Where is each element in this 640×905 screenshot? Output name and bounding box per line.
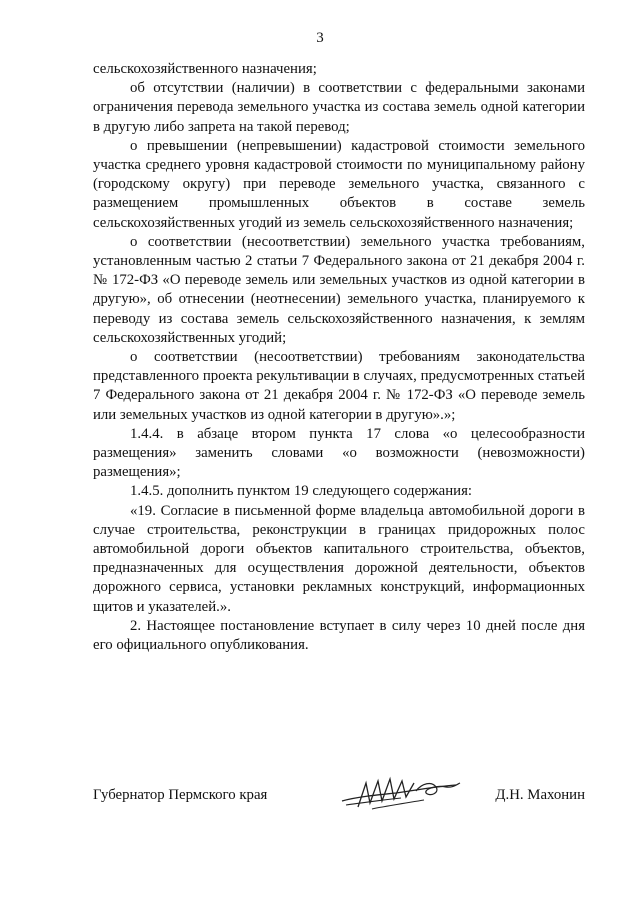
paragraph: о превышении (непревышении) кадастровой стоимости земельного участка среднего уровня кадастровой стоимости по муниципальному району (городскому округу) при переводе земельного участка, связанного с размещением промышленных объектов в составе земель сельскохозяйственных угодий из земель сельскохозяйственного назначения; [93, 137, 585, 231]
signatory-name: Д.Н. Махонин [495, 787, 585, 803]
paragraph: об отсутствии (наличии) в соответствии с федеральными законами ограничения перевода земельного участка из состава земель одной категории в другую либо запрета на такой перевод; [93, 80, 585, 135]
paragraph: сельскохозяйственного назначения; [93, 61, 317, 77]
paragraph: о соответствии (несоответствии) требованиям законодательства представленного проекта рекультивации в случаях, предусмотренных статьей 7 Федерального закона от 21 декабря 2004 г. № 172-ФЗ «О переводе земель или земельных участков из одной категории в другую».»; [93, 349, 585, 423]
signature-block [93, 787, 585, 817]
document-body [93, 60, 585, 655]
paragraph: 2. Настоящее постановление вступает в силу через 10 дней после дня его официального опубликования. [93, 617, 585, 654]
signatory-title: Губернатор Пермского края [93, 787, 268, 803]
paragraph: 1.4.5. дополнить пунктом 19 следующего содержания: [130, 483, 472, 500]
paragraph: «19. Согласие в письменной форме владельца автомобильной дороги в случае строительства, реконструкции в границах придорожных полос автомобильной дороги объектов капитального строительства, объектов, предназначенных для осуществления дорожной деятельности, объектов дорожного сервиса, установки рекламных конструкций, информационных щитов и указателей.». [93, 502, 585, 615]
page-number: 3 [316, 30, 324, 46]
paragraph: 1.4.4. в абзаце втором пункта 17 слова «о целесообразности размещения» заменить словами «о возможности (невозможности) размещения»; [93, 425, 585, 481]
handwritten-signature [336, 773, 466, 815]
paragraph: о соответствии (несоответствии) земельного участка требованиям, установленным частью 2 статьи 7 Федерального закона от 21 декабря 2004 г. № 172-ФЗ «О переводе земель или земельных участков из одной категории в другую», об отнесении (неотнесении) земельного участка, планируемого к переводу из состава земель сельскохозяйственного назначения, к землям сельскохозяйственных угодий; [93, 233, 585, 346]
